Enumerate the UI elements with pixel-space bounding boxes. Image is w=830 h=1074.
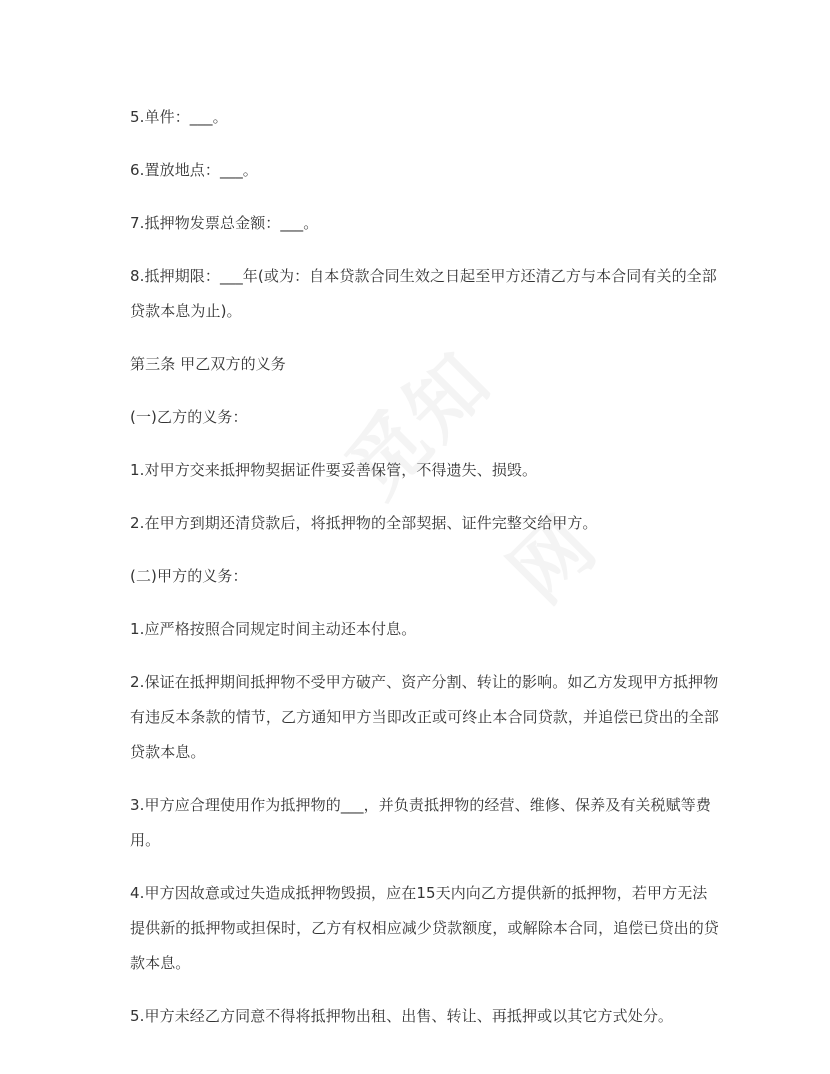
party-b-obligation-1: 1.对甲方交来抵押物契据证件要妥善保管，不得遗失、损毁。 bbox=[130, 461, 538, 479]
paragraph-item-5: 5.单件：___。 bbox=[130, 108, 228, 126]
party-a-obligation-2: 2.保证在抵押期间抵押物不受甲方破产、资产分割、转让的影响。如乙方发现甲方抵押物有违反本条款的情节，乙方通知甲方当即改正或可终止本合同贷款，并追偿已贷出的全部贷款本息。 bbox=[130, 673, 719, 761]
subsection-heading-party-b: (一)乙方的义务： bbox=[130, 408, 248, 426]
paragraph-item-7: 7.抵押物发票总金额：___。 bbox=[130, 214, 319, 232]
paragraph-item-6: 6.置放地点：___。 bbox=[130, 161, 258, 179]
party-b-obligation-2: 2.在甲方到期还清贷款后，将抵押物的全部契据、证件完整交给甲方。 bbox=[130, 514, 598, 532]
party-a-obligation-3: 3.甲方应合理使用作为抵押物的___，并负责抵押物的经营、维修、保养及有关税赋等费用。 bbox=[130, 796, 711, 849]
section-heading-article-3: 第三条 甲乙双方的义务 bbox=[130, 355, 286, 373]
paragraph-item-8: 8.抵押期限：___年(或为：自本贷款合同生效之日起至甲方还清乙方与本合同有关的全部贷款本息为止)。 bbox=[130, 267, 717, 320]
party-a-obligation-1: 1.应严格按照合同规定时间主动还本付息。 bbox=[130, 620, 417, 638]
subsection-heading-party-a: (二)甲方的义务： bbox=[130, 567, 248, 585]
party-a-obligation-4: 4.甲方因故意或过失造成抵押物毁损，应在15天内向乙方提供新的抵押物，若甲方无法提供新的抵押物或担保时，乙方有权相应减少贷款额度，或解除本合同，追偿已贷出的贷款本息。 bbox=[130, 884, 719, 972]
party-a-obligation-5: 5.甲方未经乙方同意不得将抵押物出租、出售、转让、再抵押或以其它方式处分。 bbox=[130, 1007, 674, 1025]
document-body bbox=[130, 100, 720, 1052]
